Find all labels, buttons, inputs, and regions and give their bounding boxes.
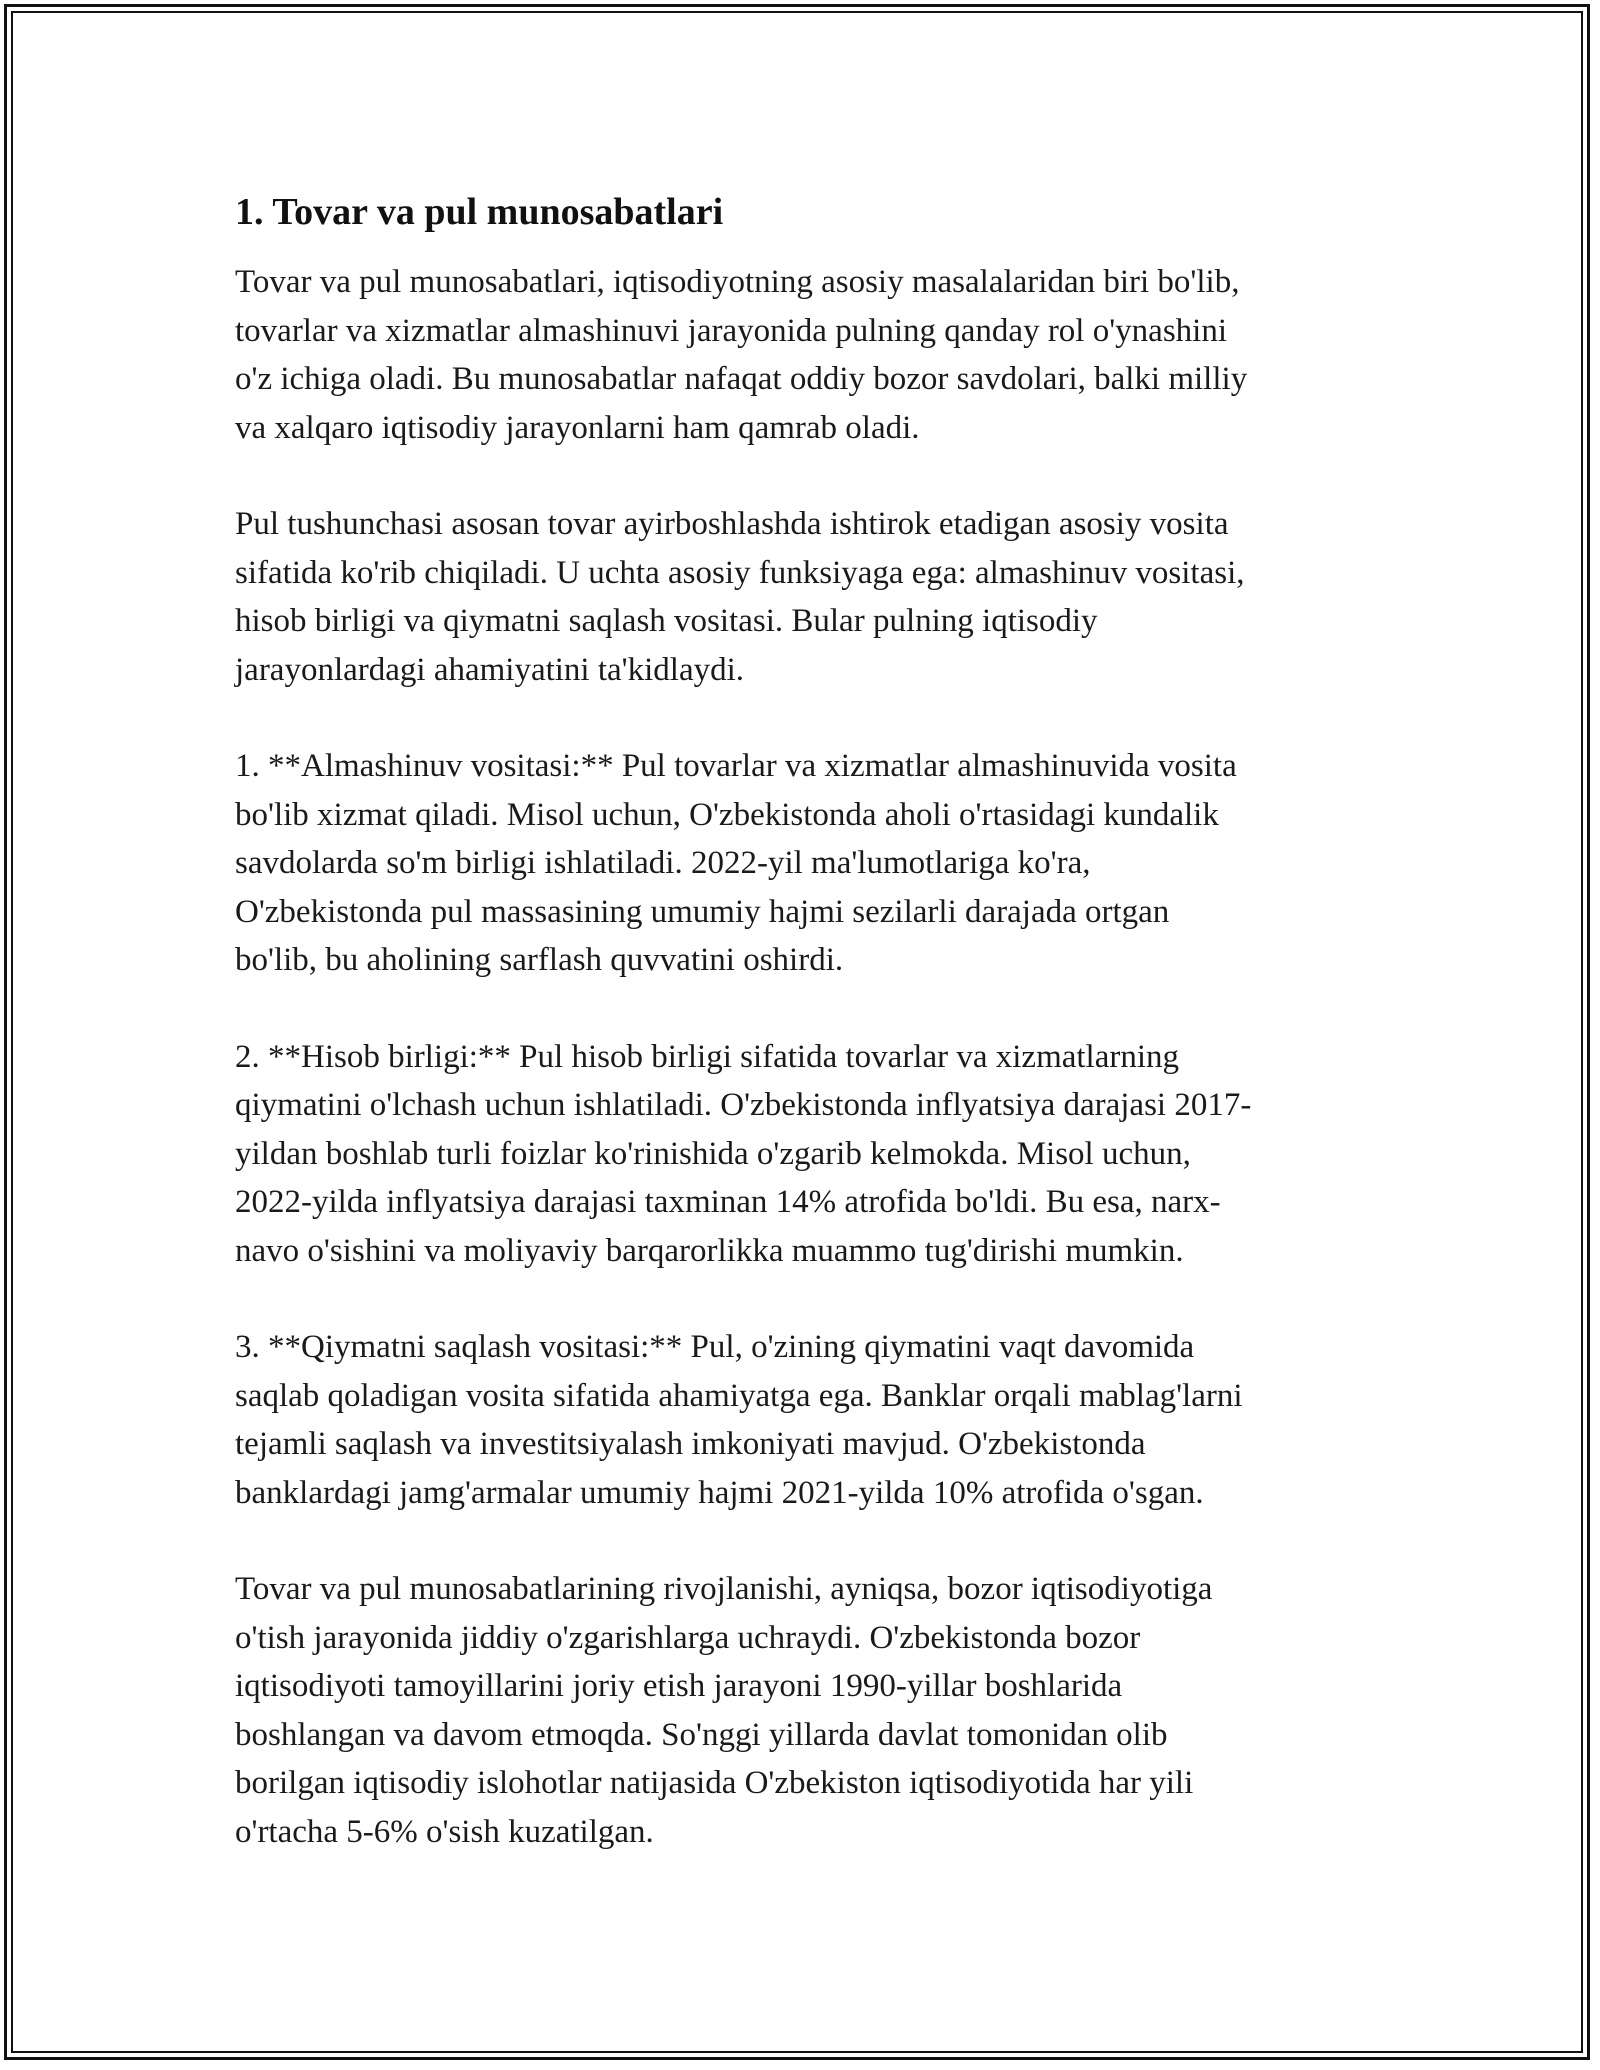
text-line: 1. **Almashinuv vositasi:** Pul tovarlar va xizmatlar almashinuvida vosita (235, 748, 1237, 784)
text-line: Pul tushunchasi asosan tovar ayirboshlashda ishtirok etadigan asosiy vosita (235, 506, 1229, 542)
text-line: jarayonlardagi ahamiyatini ta'kidlaydi. (235, 651, 745, 688)
document-body (235, 188, 1375, 1904)
text-line: banklardagi jamg'armalar umumiy hajmi 2021-yilda 10% atrofida o'sgan. (235, 1474, 1204, 1511)
text-line: 3. **Qiymatni saqlash vositasi:** Pul, o'zining qiymatini vaqt davomida (235, 1329, 1195, 1365)
text-line: o'z ichiga oladi. Bu munosabatlar nafaqat oddiy bozor savdolari, balki milliy (235, 361, 1248, 397)
text-line: bo'lib xizmat qiladi. Misol uchun, O'zbekistonda aholi o'rtasidagi kundalik (235, 796, 1219, 833)
text-line: boshlangan va davom etmoqda. So'nggi yillarda davlat tomonidan olib (235, 1716, 1168, 1753)
text-line: navo o'sishini va moliyaviy barqarorlikka muammo tug'dirishi mumkin. (235, 1232, 1184, 1269)
paragraph-store-of-value (235, 1323, 1375, 1517)
text-line: Tovar va pul munosabatlarining rivojlanishi, ayniqsa, bozor iqtisodiyotiga (235, 1571, 1213, 1607)
text-line: O'zbekistonda pul massasining umumiy hajmi sezilarli darajada ortgan (235, 893, 1170, 930)
text-line: yildan boshlab turli foizlar ko'rinishida o'zgarib kelmokda. Misol uchun, (235, 1135, 1191, 1172)
text-line: tovarlar va xizmatlar almashinuvi jarayonida pulning qanday rol o'ynashini (235, 312, 1227, 349)
text-line: Tovar va pul munosabatlari, iqtisodiyotning asosiy masalalaridan biri bo'lib, (235, 264, 1240, 300)
text-line: qiymatini o'lchash uchun ishlatiladi. O'zbekistonda inflyatsiya darajasi 2017- (235, 1087, 1252, 1123)
text-line: tejamli saqlash va investitsiyalash imkoniyati mavjud. O'zbekistonda (235, 1426, 1146, 1462)
text-line: borilgan iqtisodiy islohotlar natijasida O'zbekiston iqtisodiyotida har yili (235, 1765, 1194, 1801)
paragraph-exchange-medium (235, 742, 1375, 985)
text-line: va xalqaro iqtisodiy jarayonlarni ham qamrab oladi. (235, 409, 920, 446)
text-line: o'rtacha 5-6% o'sish kuzatilgan. (235, 1813, 654, 1850)
text-line: hisob birligi va qiymatni saqlash vositasi. Bular pulning iqtisodiy (235, 603, 1098, 639)
text-line: 2022-yilda inflyatsiya darajasi taxminan 14% atrofida bo'ldi. Bu esa, narx- (235, 1184, 1221, 1220)
paragraph-money-concept (235, 500, 1375, 694)
text-line: 2. **Hisob birligi:** Pul hisob birligi sifatida tovarlar va xizmatlarning (235, 1038, 1180, 1075)
text-line: saqlab qoladigan vosita sifatida ahamiyatga ega. Banklar orqali mablag'larni (235, 1377, 1243, 1414)
text-line: sifatida ko'rib chiqiladi. U uchta asosiy funksiyaga ega: almashinuv vositasi, (235, 554, 1245, 591)
text-line: o'tish jarayonida jiddiy o'zgarishlarga uchraydi. O'zbekistonda bozor (235, 1619, 1141, 1656)
text-line: bo'lib, bu aholining sarflash quvvatini oshirdi. (235, 942, 844, 978)
paragraph-conclusion (235, 1565, 1375, 1856)
paragraph-unit-of-account (235, 1033, 1375, 1276)
text-line: savdolarda so'm birligi ishlatiladi. 2022-yil ma'lumotlariga ko'ra, (235, 845, 1091, 881)
text-line: iqtisodiyoti tamoyillarini joriy etish jarayoni 1990-yillar boshlarida (235, 1668, 1123, 1704)
section-title: 1. Tovar va pul munosabatlari (235, 191, 724, 233)
paragraph-intro (235, 258, 1375, 452)
